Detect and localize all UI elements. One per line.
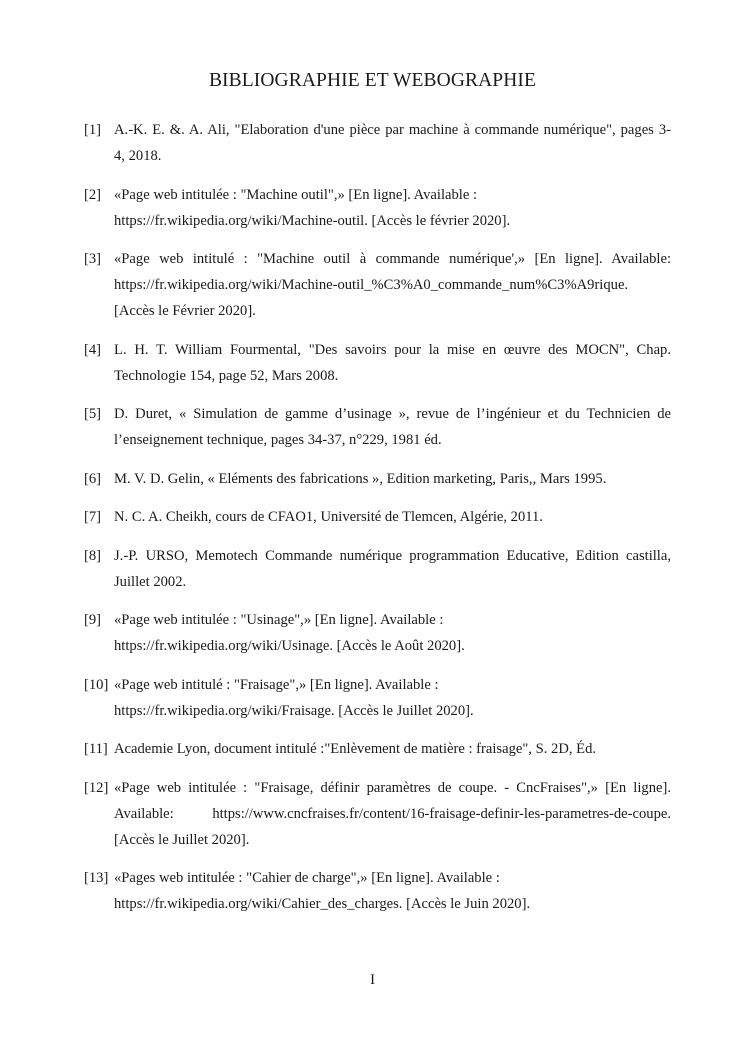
reference-line: M. V. D. Gelin, « Eléments des fabrications », Edition marketing, Paris,, Mars 1995. [114, 470, 607, 487]
reference-line: [Accès le Février 2020]. [114, 303, 256, 319]
reference-line: «Page web intitulé : "Fraisage",» [En ligne]. Available : [114, 676, 439, 693]
reference-item [84, 466, 671, 492]
reference-text [114, 865, 671, 917]
reference-text [114, 466, 671, 492]
reference-line: https://fr.wikipedia.org/wiki/Usinage. [Accès le Août 2020]. [114, 638, 465, 654]
reference-item [84, 672, 671, 724]
reference-number: [13] [84, 870, 109, 886]
reference-text [114, 337, 671, 389]
reference-text [114, 543, 671, 595]
reference-item [84, 246, 671, 324]
page-number: I [370, 972, 375, 988]
reference-list [84, 117, 671, 930]
reference-text [114, 775, 671, 853]
reference-number: [3] [84, 251, 102, 267]
reference-number: [9] [84, 612, 102, 628]
reference-line: N. C. A. Cheikh, cours de CFAO1, Université de Tlemcen, Algérie, 2011. [114, 509, 543, 525]
reference-item [84, 182, 671, 234]
reference-line: D. Duret, « Simulation de gamme d’usinage », revue de l’ingénieur et du Technicien de [114, 406, 671, 422]
reference-line: «Page web intitulée : "Usinage",» [En ligne]. Available : [114, 612, 444, 628]
reference-line: L. H. T. William Fourmental, "Des savoirs pour la mise en œuvre des MOCN", Chap. [114, 341, 671, 358]
reference-number: [7] [84, 509, 102, 525]
reference-line: https://fr.wikipedia.org/wiki/Machine-outil. [Accès le février 2020]. [114, 212, 511, 229]
reference-line: https://fr.wikipedia.org/wiki/Cahier_des_charges. [Accès le Juin 2020]. [114, 896, 531, 912]
reference-text [114, 672, 671, 724]
reference-line: Juillet 2002. [114, 573, 187, 590]
reference-line: https://fr.wikipedia.org/wiki/Machine-outil_%C3%A0_commande_num%C3%A9rique. [114, 277, 629, 293]
reference-number: [4] [84, 341, 102, 358]
reference-item [84, 865, 671, 917]
page-title: BIBLIOGRAPHIE ET WEBOGRAPHIE [208, 70, 537, 91]
reference-text [114, 182, 671, 234]
reference-number: [12] [84, 779, 109, 796]
reference-text [114, 504, 671, 530]
reference-line: Available: https://www.cncfraises.fr/content/16-fraisage-definir-les-parametres-de-coupe. [114, 805, 671, 822]
reference-number: [10] [84, 676, 109, 693]
reference-item [84, 117, 671, 169]
reference-item [84, 607, 671, 659]
reference-line: l’enseignement technique, pages 34-37, n°229, 1981 éd. [114, 432, 442, 448]
reference-line: «Page web intitulée : "Fraisage, définir paramètres de coupe. - CncFraises",» [En ligne]. [114, 779, 671, 796]
reference-item [84, 337, 671, 389]
reference-line: «Pages web intitulée : "Cahier de charge",» [En ligne]. Available : [114, 870, 500, 886]
reference-item [84, 736, 671, 762]
reference-line: J.-P. URSO, Memotech Commande numérique programmation Educative, Edition castilla, [114, 547, 671, 564]
reference-text [114, 117, 671, 169]
reference-text [114, 607, 671, 659]
reference-text [114, 736, 671, 762]
reference-number: [5] [84, 406, 102, 422]
reference-number: [11] [84, 741, 108, 757]
reference-line: https://fr.wikipedia.org/wiki/Fraisage. [Accès le Juillet 2020]. [114, 702, 474, 719]
reference-line: Academie Lyon, document intitulé :"Enlèvement de matière : fraisage", S. 2D, Éd. [114, 741, 597, 757]
reference-item [84, 401, 671, 453]
reference-line: «Page web intitulé : "Machine outil à commande numérique',» [En ligne]. Available: [114, 251, 671, 267]
reference-line: «Page web intitulée : "Machine outil",» [En ligne]. Available : [114, 186, 478, 203]
reference-item [84, 504, 671, 530]
reference-line: 4, 2018. [114, 148, 162, 164]
reference-text [114, 401, 671, 453]
reference-number: [1] [84, 122, 102, 138]
reference-item [84, 543, 671, 595]
reference-item [84, 775, 671, 853]
reference-line: Technologie 154, page 52, Mars 2008. [114, 367, 339, 384]
reference-number: [6] [84, 470, 102, 487]
reference-line: [Accès le Juillet 2020]. [114, 831, 250, 848]
reference-text [114, 246, 671, 324]
reference-line: A.-K. E. &. A. Ali, "Elaboration d'une pièce par machine à commande numérique", pages 3- [114, 122, 671, 138]
reference-number: [2] [84, 186, 102, 203]
reference-number: [8] [84, 547, 102, 564]
